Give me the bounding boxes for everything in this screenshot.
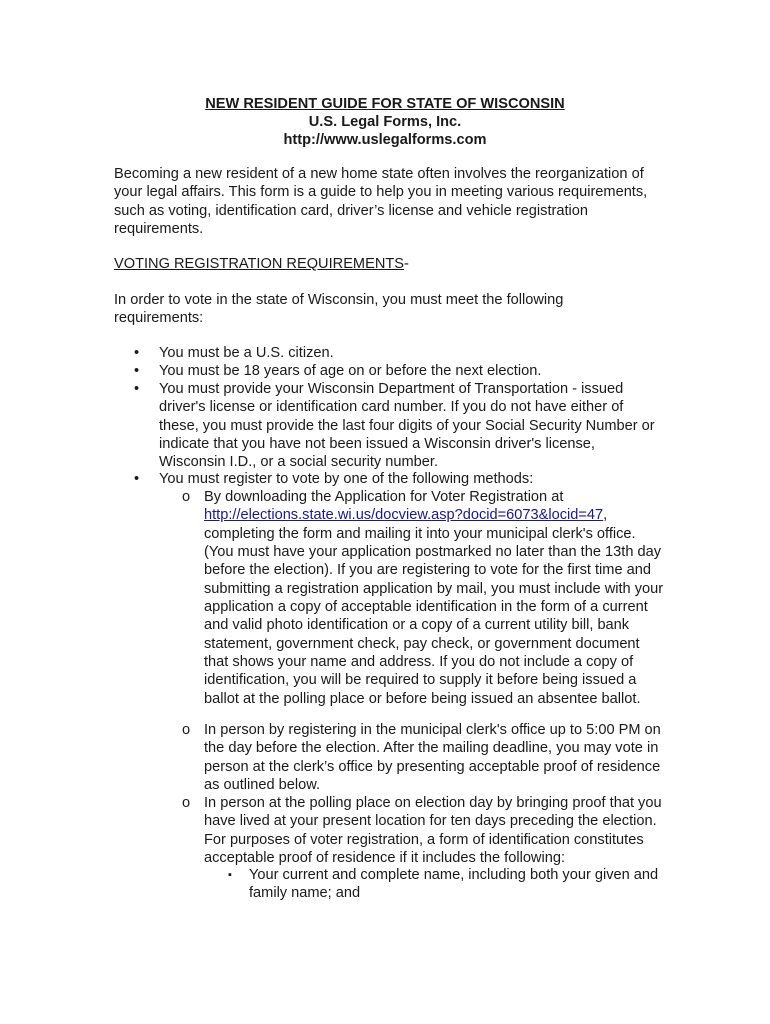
method-text: , completing the form and mailing it into your municipal clerk's office. (You must have your application postmarked no later than the 13th day before the election). If you are registering to vote for the first time and submitting a registration application by mail, you must include with your application a copy of acceptable identification in the form of a current and valid photo identification or a copy of a current utility bill, bank statement, government check, pay check, or government document that shows your name and address. If you do not include a copy of identification, you will be required to supply it before being issued a ballot at the polling place or before being issued an absentee ballot. xyxy=(204,507,664,707)
circle-bullet-icon: o xyxy=(182,795,191,811)
method-item-clerk: In person by registering in the municipal clerk's office up to 5:00 PM on the day before the election. After the mailing deadline, you may vote in person at the clerk’s office by presenting acceptable proof of residence as outlined below. xyxy=(204,722,661,794)
voter-registration-link[interactable]: http://elections.state.wi.us/docview.asp?docid=6073&locid=47 xyxy=(204,507,604,524)
circle-bullet-icon: o xyxy=(182,489,191,505)
document-title: NEW RESIDENT GUIDE FOR STATE OF WISCONSIN xyxy=(205,96,565,112)
list-item: You must register to vote by one of the following methods: xyxy=(159,471,534,487)
method-text: By downloading the Application for Voter Registration at xyxy=(204,489,564,505)
company-name: U.S. Legal Forms, Inc. xyxy=(308,114,462,130)
bullet-icon: • xyxy=(134,363,140,379)
method-item-polling: In person at the polling place on election day by bringing proof that you have lived at your present location for ten days preceding the election. For purposes of voter registration, a form of identification constitutes acceptable proof of residence if it includes the following: xyxy=(204,795,662,867)
square-bullet-icon: ▪ xyxy=(228,869,232,881)
section-heading-text: VOTING REGISTRATION REQUIREMENTS xyxy=(114,256,405,272)
list-item: You must provide your Wisconsin Department of Transportation - issued driver's license or identification card number. If you do not have either of these, you must provide the last four digits of your Social Security Number or indicate that you have not been issued a Wisconsin driver's license, Wisconsin I.D., or a social security number. xyxy=(159,381,655,471)
intro-paragraph: Becoming a new resident of a new home state often involves the reorganization of your legal affairs. This form is a guide to help you in meeting various requirements, such as voting, identification card, driver’s license and vehicle registration requirements. xyxy=(114,166,648,237)
section-lead: In order to vote in the state of Wisconsin, you must meet the following requirements: xyxy=(114,292,564,327)
bullet-icon: • xyxy=(134,381,140,397)
circle-bullet-icon: o xyxy=(182,722,191,738)
section-heading xyxy=(114,255,409,273)
method-item-mail xyxy=(204,488,664,708)
list-item: Your current and complete name, including both your given and family name; and xyxy=(249,867,659,902)
bullet-icon: • xyxy=(134,345,140,361)
document-header xyxy=(0,95,770,149)
list-item: You must be a U.S. citizen. xyxy=(159,345,334,361)
list-item: You must be 18 years of age on or before the next election. xyxy=(159,363,542,379)
bullet-icon: • xyxy=(134,471,140,487)
section-heading-dash: - xyxy=(404,256,409,272)
company-website: http://www.uslegalforms.com xyxy=(283,132,487,148)
